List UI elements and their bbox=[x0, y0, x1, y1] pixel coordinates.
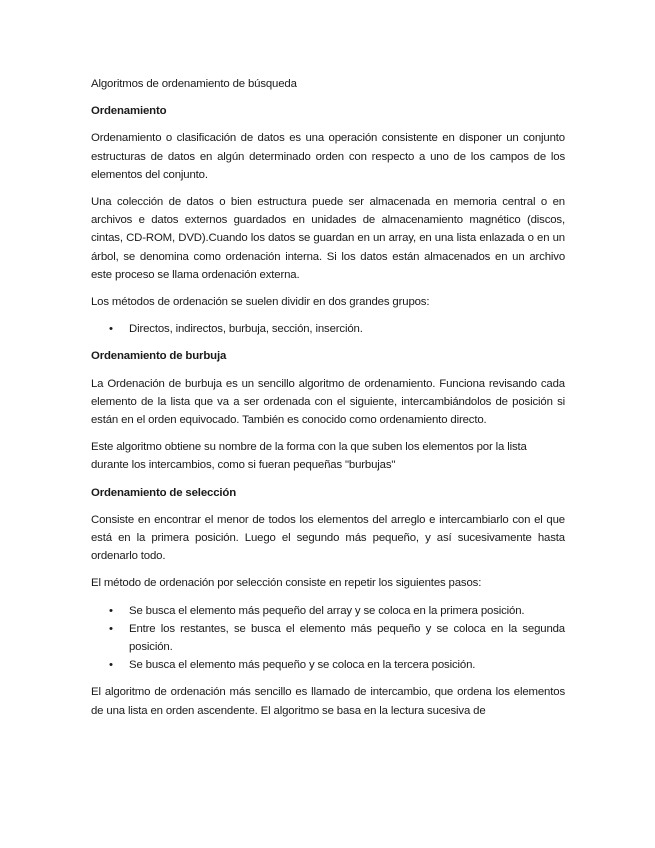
bullet-icon: • bbox=[109, 323, 113, 336]
paragraph-metodos: Los métodos de ordenación se suelen dividir en dos grandes grupos: bbox=[91, 296, 430, 309]
paragraph-burbuja: La Ordenación de burbuja es un sencillo algoritmo de ordenamiento. Funciona revisando cada elemento de la lista que va a ser ordenada con el siguiente, intercambiándolos de posición si están en el orden equivocado. También es conocido como ordenamiento directo. bbox=[91, 377, 565, 427]
paragraph-pasos: El método de ordenación por selección consiste en repetir los siguientes pasos: bbox=[91, 577, 482, 590]
list-metodos bbox=[91, 320, 565, 338]
list-item bbox=[91, 602, 565, 620]
paragraph-burbuja-nombre: Este algoritmo obtiene su nombre de la forma con la que suben los elementos por la lista durante los intercambios, como si fueran pequeñas "burbujas" bbox=[91, 441, 527, 472]
paragraph-definicion: Ordenamiento o clasificación de datos es una operación consistente en disponer un conjunto estructuras de datos en algún determinado orden con respecto a uno de los campos de los elementos del conjunto. bbox=[91, 132, 565, 181]
document-title: Algoritmos de ordenamiento de búsqueda bbox=[91, 78, 297, 90]
list-item-text: Se busca el elemento más pequeño del array y se coloca en la primera posición. bbox=[129, 604, 525, 617]
bullet-icon: • bbox=[109, 622, 113, 635]
list-pasos bbox=[91, 602, 565, 675]
paragraph-coleccion: Una colección de datos o bien estructura puede ser almacenada en memoria central o en archivos e datos externos guardados en unidades de almacenamiento magnético (discos, cintas, CD-ROM, DVD).Cuando los datos se guardan en un array, en una lista enlazada o en un árbol, se denomina como ordenación interna. Si los datos están almacenados en un archivo este proceso se llama ordenación externa. bbox=[91, 196, 565, 281]
list-item-text: Se busca el elemento más pequeño y se coloca en la tercera posición. bbox=[129, 659, 476, 672]
heading-burbuja: Ordenamiento de burbuja bbox=[91, 350, 227, 363]
paragraph-seleccion: Consiste en encontrar el menor de todos los elementos del arreglo e intercambiarlo con el que está en la primera posición. Luego el segundo más pequeño, y así sucesivamente hasta ordenarlo todo. bbox=[91, 513, 565, 563]
heading-seleccion: Ordenamiento de selección bbox=[91, 486, 237, 499]
list-item bbox=[91, 620, 565, 656]
bullet-icon: • bbox=[109, 604, 113, 617]
bullet-icon: • bbox=[109, 659, 113, 672]
paragraph-intercambio: El algoritmo de ordenación más sencillo es llamado de intercambio, que ordena los elementos de una lista en orden ascendente. El algoritmo se basa en la lectura sucesiva de bbox=[91, 686, 565, 717]
heading-ordenamiento: Ordenamiento bbox=[91, 105, 167, 118]
list-item bbox=[91, 320, 565, 338]
list-item-text: Entre los restantes, se busca el elemento más pequeño y se coloca en la segunda posición. bbox=[129, 622, 565, 654]
list-item-text: Directos, indirectos, burbuja, sección, inserción. bbox=[129, 323, 363, 336]
list-item bbox=[91, 656, 565, 674]
